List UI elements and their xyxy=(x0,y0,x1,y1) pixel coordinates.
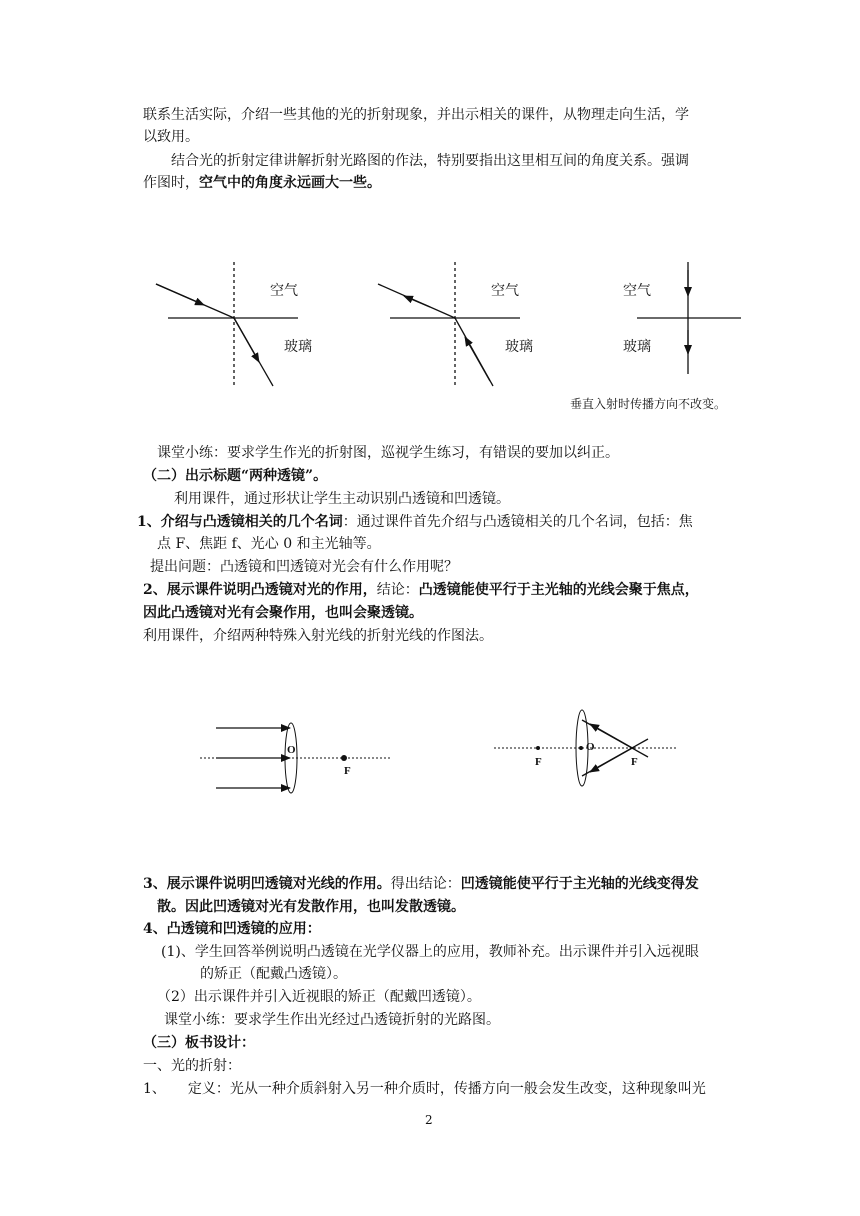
optical-center-label: O xyxy=(586,741,595,753)
focus-rays-figure xyxy=(494,710,676,786)
text-bold: 介绍与凸透镜相关的几个名词 xyxy=(160,514,343,530)
parallel-rays-figure xyxy=(200,723,390,793)
refraction-figure-glass-to-air xyxy=(378,262,520,386)
paragraph-line: (1)、学生回答举例说明凸透镜在光学仪器上的应用，教师补充。出示课件并引入远视眼 xyxy=(161,944,699,960)
paragraph-line: 提出问题：凸透镜和凹透镜对光会有什么作用呢？ xyxy=(150,559,458,575)
paragraph-line: 联系生活实际，介绍一些其他的光的折射现象，并出示相关的课件，从物理走向生活，学 xyxy=(143,107,689,123)
optical-center-label: O xyxy=(287,744,296,756)
paragraph-line: 结合光的折射定律讲解折射光路图的作法，特别要指出这里相互间的角度关系。强调 xyxy=(171,153,689,169)
text-bold: 空气中的角度永远画大一些。 xyxy=(199,175,381,191)
paragraph-line: 因此凸透镜对光有会聚作用，也叫会聚透镜。 xyxy=(143,605,423,621)
refraction-figure-air-to-glass xyxy=(156,262,298,386)
section-heading: （二）出示标题“两种透镜”。 xyxy=(143,468,328,484)
paragraph-line: 以致用。 xyxy=(143,129,199,145)
paragraph-line xyxy=(137,512,693,532)
paragraph-line: 课堂小练：要求学生作光的折射图，巡视学生练习，有错误的要加以纠正。 xyxy=(157,445,619,461)
focus-label: F xyxy=(535,756,542,768)
text-normal: 得出结论： xyxy=(390,876,461,892)
paragraph-line xyxy=(143,580,699,600)
paragraph-line: 4、凸透镜和凹透镜的应用： xyxy=(143,921,321,937)
glass-label: 玻璃 xyxy=(284,339,312,355)
glass-label: 玻璃 xyxy=(623,339,651,355)
air-label: 空气 xyxy=(491,283,519,299)
text-normal: 作图时， xyxy=(143,175,199,191)
paragraph-line xyxy=(143,1079,706,1099)
text-bold: 凹透镜能使平行于主光轴的光线变得发 xyxy=(460,876,699,892)
refraction-diagrams xyxy=(0,0,860,420)
air-label: 空气 xyxy=(623,283,651,299)
text-bold: 3、展示课件说明凹透镜对光线的作用。 xyxy=(143,876,391,892)
perpendicular-note: 垂直入射时传播方向不改变。 xyxy=(570,397,727,411)
section-heading: （三）板书设计： xyxy=(143,1035,255,1051)
paragraph-line: （2）出示课件并引入近视眼的矫正（配戴凹透镜）。 xyxy=(157,989,481,1005)
text-bold: 凸透镜能使平行于主光轴的光线会聚于焦点， xyxy=(418,582,699,598)
text-normal: ：通过课件首先介绍与凸透镜相关的几个名词，包括：焦 xyxy=(342,514,693,530)
air-label: 空气 xyxy=(270,283,298,299)
item-number: 1、 xyxy=(143,1081,166,1097)
paragraph-line: 的矫正（配戴凸透镜）。 xyxy=(200,966,347,982)
paragraph-line xyxy=(143,874,699,894)
paragraph-line: 课堂小练：要求学生作出光经过凸透镜折射的光路图。 xyxy=(164,1012,500,1028)
glass-label: 玻璃 xyxy=(505,339,533,355)
convex-lens-diagrams xyxy=(0,690,860,800)
focus-label: F xyxy=(631,756,638,768)
paragraph-line: 点 F、焦距 f、光心 0 和主光轴等。 xyxy=(157,536,381,552)
paragraph-line: 利用课件，介绍两种特殊入射光线的折射光线的作图法。 xyxy=(143,628,493,644)
text-bold: 2、展示课件说明凸透镜对光的作用， xyxy=(143,582,377,598)
page-number: 2 xyxy=(425,1113,433,1127)
paragraph-line: 利用课件，通过形状让学生主动识别凸透镜和凹透镜。 xyxy=(174,491,510,507)
item-number: 1、 xyxy=(137,514,161,530)
refraction-figure-perpendicular xyxy=(637,262,741,374)
paragraph-line: 散。因此凹透镜对光有发散作用，也叫发散透镜。 xyxy=(157,899,465,915)
text-normal: 定义：光从一种介质斜射入另一种介质时，传播方向一般会发生改变，这种现象叫光 xyxy=(187,1081,706,1097)
text-normal: 结论： xyxy=(376,582,419,598)
focus-label: F xyxy=(344,765,351,777)
paragraph-line: 一、光的折射： xyxy=(143,1058,241,1074)
